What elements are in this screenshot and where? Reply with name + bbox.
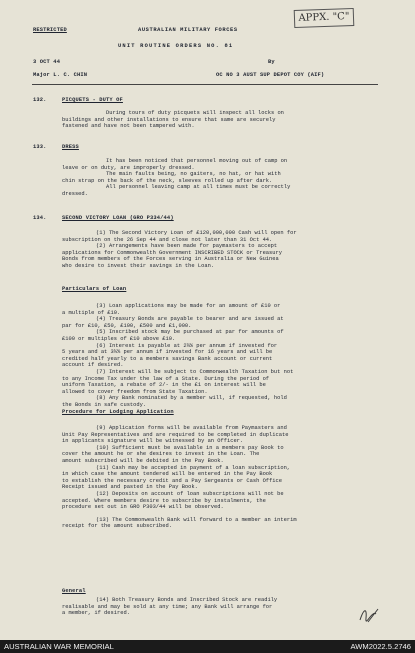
- body-line: cover the amount he or she desires to invest in the Loan. The: [62, 451, 260, 458]
- body-line: the Bonds in safe custody.: [62, 401, 147, 408]
- body-line: in applicants signature will be witnessed by an Officer.: [62, 438, 244, 445]
- procedure-body: [62, 425, 382, 530]
- body-line: leave or on duty, are improperly dressed.: [62, 164, 195, 171]
- body-line: chin strap on the back of the neck, sleeves rolled up after dark.: [62, 177, 273, 184]
- by-label: By: [268, 59, 275, 65]
- archive-footer: [0, 640, 415, 653]
- body-line: (11) Cash may be accepted in payment of a loan subscription,: [96, 464, 291, 471]
- body-line: (2) Arrangements have been made for paymasters to accept: [96, 243, 278, 250]
- body-line: uniform Taxation, a rebate of 2/- in the £1 on interest will be: [62, 382, 266, 389]
- unit-name: OC NO 3 AUST SUP DEPOT COY (AIF): [216, 72, 325, 78]
- body-line: account if desired.: [62, 362, 124, 369]
- item-body: [62, 230, 382, 270]
- body-line: to any Income Tax under the law of a State. During the period of: [62, 375, 270, 382]
- body-line: (1) The Second Victory Loan of £120,000,000 Cash will open for: [96, 230, 297, 236]
- item-heading: DRESS: [62, 144, 79, 150]
- body-line: receipt for the amount subscribed.: [62, 523, 172, 530]
- body-line: The main faults being, no gaiters, no hat, or hat with: [106, 171, 281, 178]
- item-number: 134.: [33, 215, 47, 221]
- body-line: 5 years and at 3¼% per annum if invested for 16 years and will be: [62, 349, 273, 356]
- item-heading: PICQUETS - DUTY OF: [62, 97, 123, 103]
- item-number: 133.: [33, 144, 47, 150]
- force-heading: AUSTRALIAN MILITARY FORCES: [138, 27, 238, 33]
- item-number: 132.: [33, 97, 47, 103]
- body-line: Bonds from members of the Forces serving in Australia or New Guinea: [62, 256, 279, 263]
- body-line: subscription on the 26 Sep 44 and close not later than 31 Oct 44.: [62, 236, 273, 243]
- body-line: fastened and have not been tampered with.: [62, 123, 195, 130]
- item-body: [62, 158, 382, 198]
- body-line: (8) Any Bank nominated by a member will, if requested, hold: [96, 395, 287, 402]
- body-line: credited half yearly to a members savings Bank account or current: [62, 355, 273, 362]
- body-line: accepted. Where members desire to subscribe by instalments, the: [62, 497, 266, 504]
- general-body: [62, 597, 382, 617]
- orders-title: UNIT ROUTINE ORDERS NO. 81: [118, 43, 234, 49]
- particulars-body: [62, 303, 382, 409]
- orders-date: 3 OCT 44: [33, 59, 61, 65]
- body-line: During tours of duty picquets will inspect all locks on: [106, 110, 284, 116]
- signature-icon: [358, 606, 380, 624]
- body-line: (6) Interest is payable at 2¼% per annum if invested for: [96, 342, 278, 349]
- body-line: to establish the necessary credit and a Pay Sergeants or Cash Office: [62, 477, 282, 484]
- body-line: a member, if desired.: [62, 610, 130, 617]
- body-line: Unit Pay Representatives and are required to be completed in duplicate: [62, 431, 289, 438]
- section-heading: General: [62, 588, 86, 594]
- archive-reference: AWM2022.5.2746: [350, 642, 411, 651]
- appendix-stamp: APPX. "C": [294, 8, 355, 28]
- body-line: procedure set out in GRO P303/44 will be observed.: [62, 504, 224, 511]
- body-line: par for £10, £50, £100, £500 and £1,000.: [62, 322, 192, 329]
- body-line: (7) Interest will be subject to Commonwealth Taxation but not: [96, 368, 294, 375]
- body-line: applications for Commonwealth Government INSCRIBED STOCK or Treasury: [62, 249, 282, 256]
- body-line: (13) The Commonwealth Bank will forward to a member an interim: [96, 516, 297, 523]
- body-line: who desire to invest their savings in the Loan.: [62, 262, 215, 269]
- classification-label: RESTRICTED: [33, 27, 67, 33]
- header-rule: [32, 84, 378, 85]
- section-heading: Procedure for Lodging Application: [62, 409, 174, 415]
- body-line: amount subscribed will be debited in the Pay Book.: [62, 457, 224, 464]
- item-heading: SECOND VICTORY LOAN (GRO P334/44): [62, 215, 174, 221]
- body-line: Receipt issued and pasted in the Pay Book.: [62, 484, 198, 491]
- archive-name: AUSTRALIAN WAR MEMORIAL: [4, 642, 114, 651]
- officer-name: Major L. C. CHIN: [33, 72, 88, 78]
- body-line: (12) Deposits on account of loan subscriptions will not be: [96, 490, 284, 497]
- body-line: (4) Treasury Bonds are payable to bearer and are issued at: [96, 316, 284, 323]
- body-line: (5) Inscribed stock may be purchased at par for amounts of: [96, 329, 284, 336]
- body-line: It has been noticed that personnel moving out of camp on: [106, 158, 288, 164]
- body-line: buildings and other installations to ensure that same are securely: [62, 116, 276, 123]
- body-line: in which case the amount tendered will be entered in the Pay Book: [62, 471, 273, 478]
- handwritten-initials: [358, 606, 380, 628]
- body-line: a multiple of £10.: [62, 309, 121, 316]
- body-line: (3) Loan applications may be made for an amount of £10 or: [96, 303, 281, 309]
- body-line: realisable and may be sold at any time; any Bank will arrange for: [62, 603, 273, 610]
- body-line: All personnel leaving camp at all times must be correctly: [106, 184, 291, 191]
- body-line: (14) Both Treasury Bonds and Inscribed Stock are readily: [96, 597, 278, 603]
- body-line: allowed to cover freedom from State Taxation.: [62, 388, 208, 395]
- body-line: £100 or multiples of £10 above £10.: [62, 335, 176, 342]
- item-body: [62, 110, 382, 130]
- section-heading: Particulars of Loan: [62, 286, 127, 292]
- body-line: (9) Application forms will be available from Paymasters and: [96, 425, 287, 431]
- body-line: dressed.: [62, 190, 88, 197]
- body-line: (10) Sufficient must be available in a members pay Book to: [96, 444, 284, 451]
